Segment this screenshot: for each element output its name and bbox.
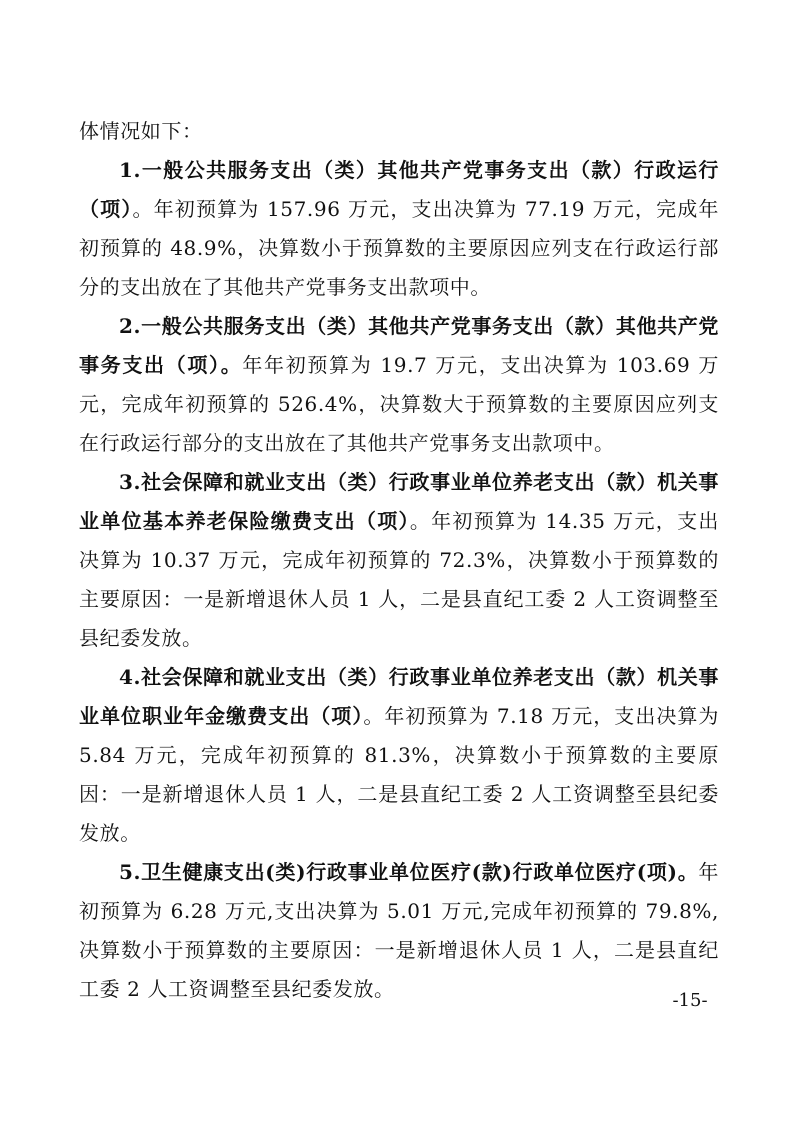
item-body-2: 年年初预算为 19.7 万元，支出决算为 103.69 万元，完成年初预算的 526.4%，决算数大于预算数的主要原因应列支在行政运行部分的支出放在了其他共产党事务支出款项中。 (79, 353, 719, 455)
item-heading-1: 1.一般公共服务支出（类）其他共产党事务支出（款）行政运行（项） (79, 158, 719, 221)
item-paragraph-4 (79, 658, 719, 853)
item-heading-2: 2.一般公共服务支出（类）其他共产党事务支出（款）其他共产党事务支出（项）。 (79, 314, 719, 377)
item-body-4: 。年初预算为 7.18 万元，支出决算为 5.84 万元，完成年初预算的 81.3%，决算数小于预算数的主要原因：一是新增退休人员 1 人，二是县直纪工委 2 人工资调整至县纪委发放。 (79, 704, 719, 845)
item-paragraph-1 (79, 151, 719, 307)
item-heading-4: 4.社会保障和就业支出（类）行政事业单位养老支出（款）机关事业单位职业年金缴费支出（项） (79, 665, 719, 728)
page-number: -15- (672, 990, 708, 1011)
item-paragraph-5 (79, 853, 719, 1009)
item-body-1: 。年初预算为 157.96 万元，支出决算为 77.19 万元，完成年初预算的 48.9%，决算数小于预算数的主要原因应列支在行政运行部分的支出放在了其他共产党事务支出款项中。 (79, 197, 719, 299)
document-body (79, 112, 719, 1009)
item-paragraph-2 (79, 307, 719, 463)
item-body-3: 。年初预算为 14.35 万元，支出决算为 10.37 万元，完成年初预算的 72.3%，决算数小于预算数的主要原因：一是新增退休人员 1 人，二是县直纪工委 2 人工资调整至县纪委发放。 (79, 509, 719, 650)
item-heading-3: 3.社会保障和就业支出（类）行政事业单位养老支出（款）机关事业单位基本养老保险缴费支出（项） (79, 470, 719, 533)
item-heading-5: 5.卫生健康支出(类)行政事业单位医疗(款)行政单位医疗(项)。 (119, 860, 699, 884)
item-paragraph-3 (79, 463, 719, 658)
intro-line: 体情况如下： (79, 119, 203, 143)
item-body-5: 年初预算为 6.28 万元,支出决算为 5.01 万元,完成年初预算的 79.8%,决算数小于预算数的主要原因：一是新增退休人员 1 人，二是县直纪工委 2 人工资调整至县纪委发放。 (79, 860, 719, 1001)
